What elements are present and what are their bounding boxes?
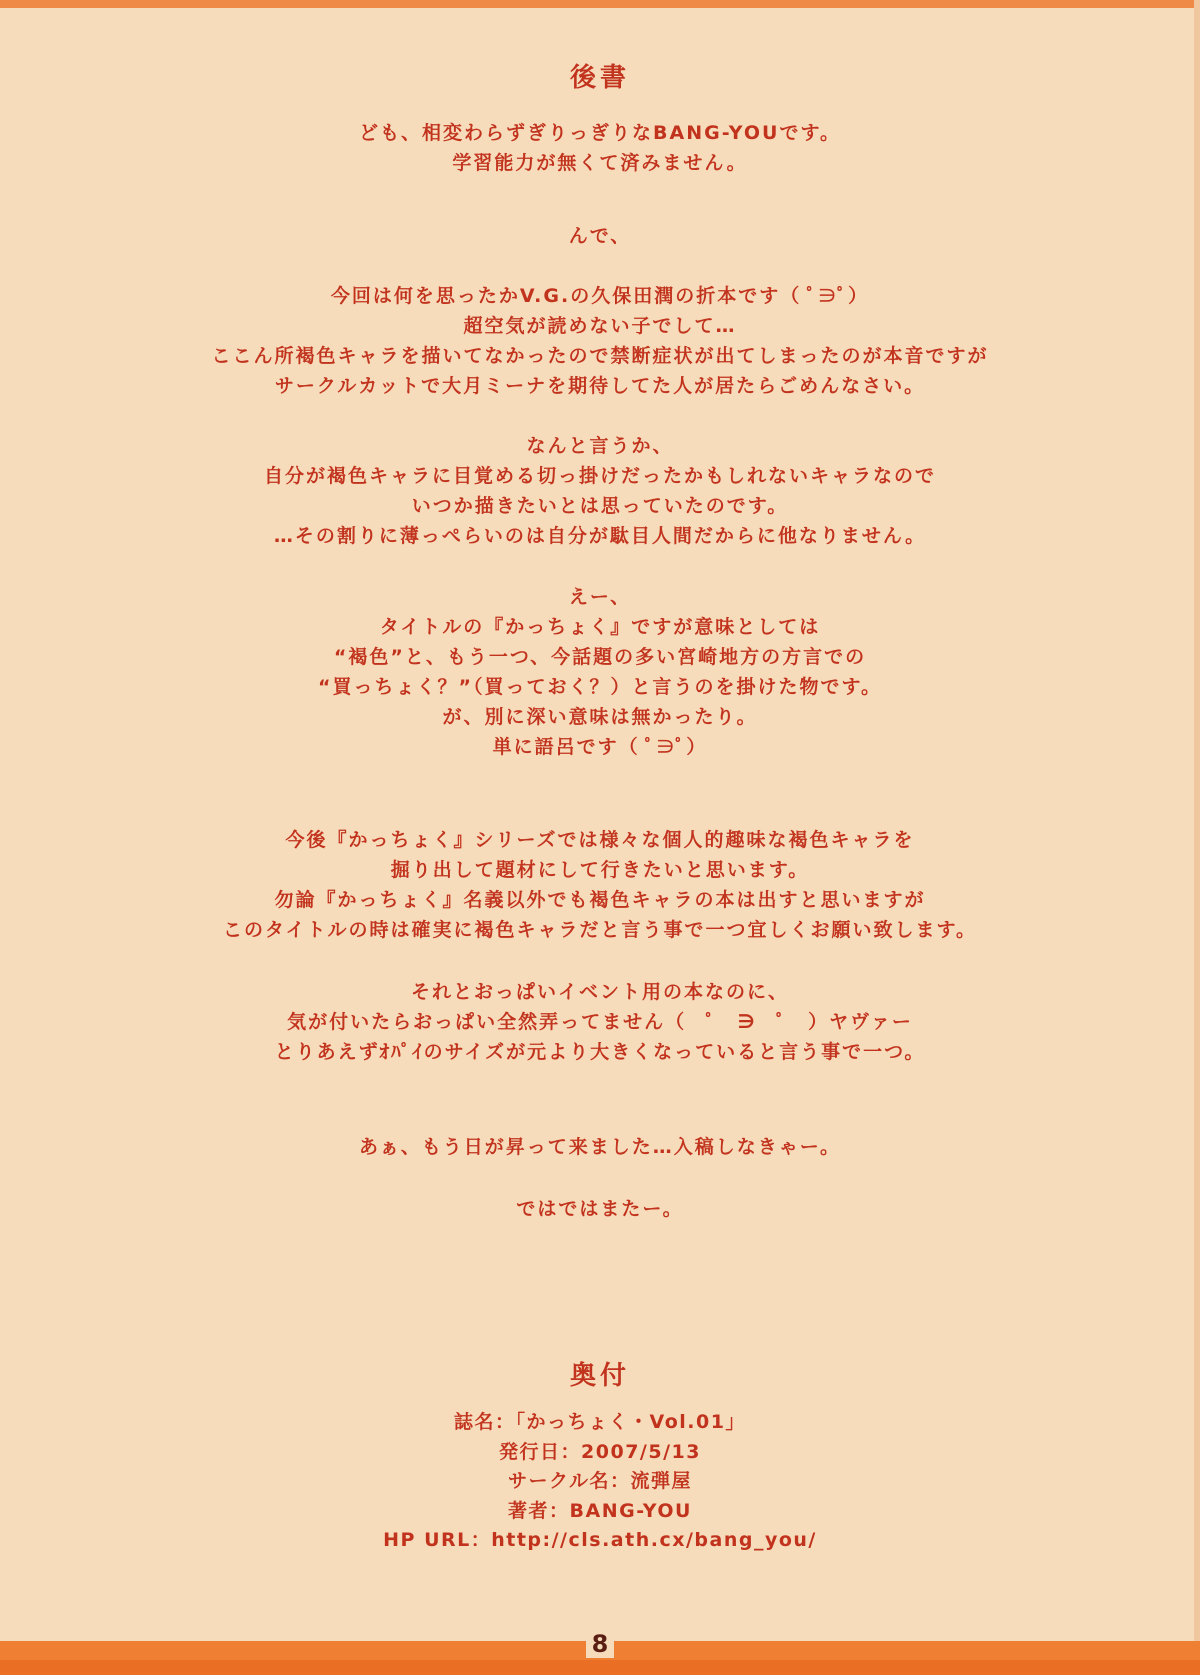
colophon-title: 奥付 [569, 1361, 630, 1391]
top-border-strip [0, 0, 1200, 8]
text-line: いつか描きたいとは思っていたのです。 [411, 495, 789, 517]
text-line: ではではまたー。 [516, 1198, 684, 1220]
text-line: それとおっぱいイベント用の本なのに、 [410, 981, 789, 1003]
text-line: えー、 [568, 586, 632, 608]
text-line: が、別に深い意味は無かったり。 [442, 706, 758, 728]
text-line: 単に語呂です（ ﾟ∋ﾟ） [492, 736, 708, 758]
text-line: 今回は何を思ったかV.G.の久保田潤の折本です（ ﾟ∋ﾟ） [330, 285, 870, 307]
text-line: んで、 [568, 225, 632, 247]
afterword-paragraph-8 [60, 1132, 1140, 1162]
text-line: タイトルの『かっちょく』ですが意味としては [379, 616, 821, 638]
text-line: ども、相変わらずぎりっぎりなBANG-YOUです。 [359, 122, 841, 144]
text-line: あぁ、もう日が昇って来ました…入稿しなきゃー。 [358, 1136, 842, 1158]
afterword-paragraph-1 [60, 118, 1140, 178]
afterword-paragraph-5 [60, 582, 1140, 762]
colophon-book-title: 誌名：「かっちょく・Vol.01」 [454, 1411, 746, 1433]
text-line: 超空気が読めない子でして… [463, 315, 737, 337]
text-line: 掘り出して題材にして行きたいと思います。 [390, 859, 810, 881]
afterword-title: 後書 [569, 63, 630, 93]
afterword-paragraph-3 [60, 281, 1140, 401]
colophon-details [0, 1408, 1200, 1556]
colophon-publish-date: 発行日：2007/5/13 [499, 1440, 701, 1463]
text-line: なんと言うか、 [526, 435, 674, 457]
afterword-paragraph-2 [60, 221, 1140, 251]
text-line: このタイトルの時は確実に褐色キャラだと言う事で一つ宜しくお願い致します。 [222, 919, 978, 941]
colophon-circle-name: サークル名：流弾屋 [508, 1470, 692, 1492]
afterword-paragraph-6 [60, 825, 1140, 945]
text-line: 勿論『かっちょく』名義以外でも褐色キャラの本は出すと思いますが [274, 889, 926, 911]
text-line: “買っちょく？”（買っておく？）と言うのを掛けた物です。 [318, 676, 882, 698]
text-line: サークルカットで大月ミーナを期待してた人が居たらごめんなさい。 [274, 375, 926, 397]
bottom-color-band-lower [0, 1660, 1200, 1675]
afterword-paragraph-9 [60, 1194, 1140, 1224]
text-line: 自分が褐色キャラに目覚める切っ掛けだったかもしれないキャラなので [263, 465, 936, 487]
text-line: 学習能力が無くて済みません。 [452, 152, 748, 174]
page-number [0, 1632, 1200, 1656]
page-number-label: 8 [586, 1630, 615, 1658]
text-line: …その割りに薄っぺらいのは自分が駄目人間だからに他なりません。 [273, 525, 927, 547]
afterword-paragraph-7 [60, 977, 1140, 1067]
text-line: 今後『かっちょく』シリーズでは様々な個人的趣味な褐色キャラを [285, 829, 915, 851]
text-line: とりあえずｵﾊﾟｲのサイズが元より大きくなっていると言う事で一つ。 [274, 1041, 926, 1063]
text-line: ここん所褐色キャラを描いてなかったので禁断症状が出てしまったのが本音ですが [211, 345, 989, 367]
text-line: 気が付いたらおっぱい全然弄ってません（ ﾟ ∋ ﾟ ）ヤヴァー [287, 1011, 913, 1033]
afterword-paragraph-4 [60, 431, 1140, 551]
colophon-homepage-url: HP URL：http://cls.ath.cx/bang_you/ [383, 1529, 817, 1551]
text-line: “褐色”と、もう一つ、今話題の多い宮崎地方の方言での [333, 646, 867, 668]
colophon-author: 著者：BANG-YOU [508, 1499, 692, 1522]
